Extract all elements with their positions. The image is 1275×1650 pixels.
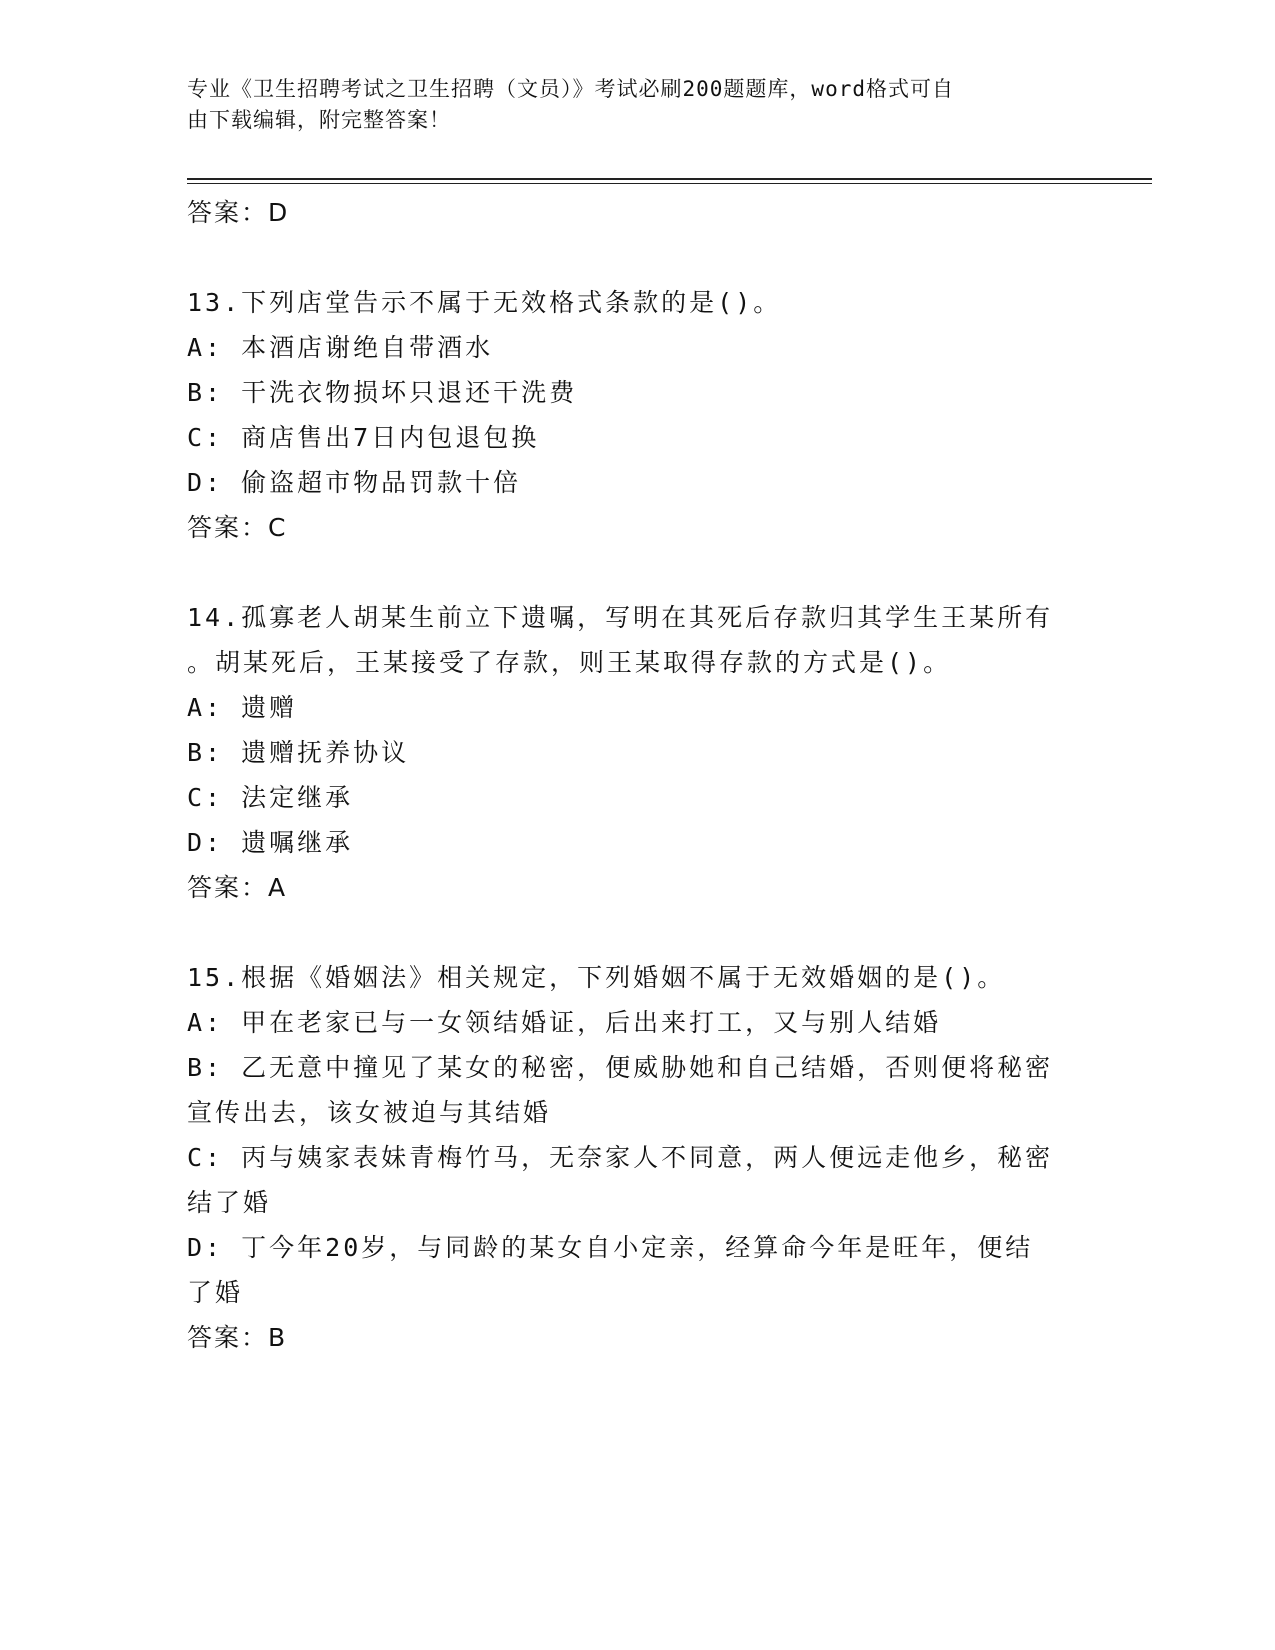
option-d-line-2: 了婚 — [187, 1278, 244, 1307]
option-a: A: 甲在老家已与一女领结婚证，后出来打工，又与别人结婚 — [187, 1008, 942, 1037]
header-rule-thick — [187, 178, 1152, 180]
option-b-line-1: B: 乙无意中撞见了某女的秘密，便威胁她和自己结婚，否则便将秘密 — [187, 1053, 1054, 1082]
answer-line: 答案：A — [187, 873, 288, 902]
question-block — [187, 595, 1087, 910]
option-c: C: 商店售出7日内包退包换 — [187, 423, 540, 452]
option-d-line-1: D: 丁今年20岁，与同龄的某女自小定亲，经算命今年是旺年，便结 — [187, 1233, 1034, 1262]
option-a: A: 本酒店谢绝自带酒水 — [187, 333, 494, 362]
spacer — [187, 910, 1087, 955]
question-stem-line-1: 14.孤寡老人胡某生前立下遗嘱，写明在其死后存款归其学生王某所有 — [187, 603, 1054, 632]
option-c-line-1: C: 丙与姨家表妹青梅竹马，无奈家人不同意，两人便远走他乡，秘密 — [187, 1143, 1054, 1172]
option-c-line-2: 结了婚 — [187, 1188, 272, 1217]
question-block — [187, 955, 1087, 1360]
header-rule-thin — [187, 183, 1152, 184]
page-header — [187, 74, 1067, 136]
answer-line: 答案：B — [187, 1323, 288, 1352]
previous-answer: 答案：D — [187, 198, 290, 227]
answer-line: 答案：C — [187, 513, 288, 542]
option-b-line-2: 宣传出去，该女被迫与其结婚 — [187, 1098, 552, 1127]
option-a: A: 遗赠 — [187, 693, 298, 722]
option-b: B: 遗赠抚养协议 — [187, 738, 410, 767]
spacer — [187, 550, 1087, 595]
header-line-2: 由下载编辑，附完整答案！ — [187, 108, 451, 132]
header-line-1: 专业《卫生招聘考试之卫生招聘（文员）》考试必刷200题题库，word格式可自 — [187, 77, 954, 101]
spacer — [187, 235, 1087, 280]
question-stem-line-2: 。胡某死后，王某接受了存款，则王某取得存款的方式是()。 — [187, 648, 952, 677]
option-c: C: 法定继承 — [187, 783, 354, 812]
question-list — [187, 190, 1087, 1360]
question-stem: 13.下列店堂告示不属于无效格式条款的是()。 — [187, 288, 782, 317]
option-d: D: 遗嘱继承 — [187, 828, 354, 857]
question-stem: 15.根据《婚姻法》相关规定，下列婚姻不属于无效婚姻的是()。 — [187, 963, 1006, 992]
question-block — [187, 280, 1087, 550]
option-d: D: 偷盗超市物品罚款十倍 — [187, 468, 522, 497]
option-b: B: 干洗衣物损坏只退还干洗费 — [187, 378, 578, 407]
